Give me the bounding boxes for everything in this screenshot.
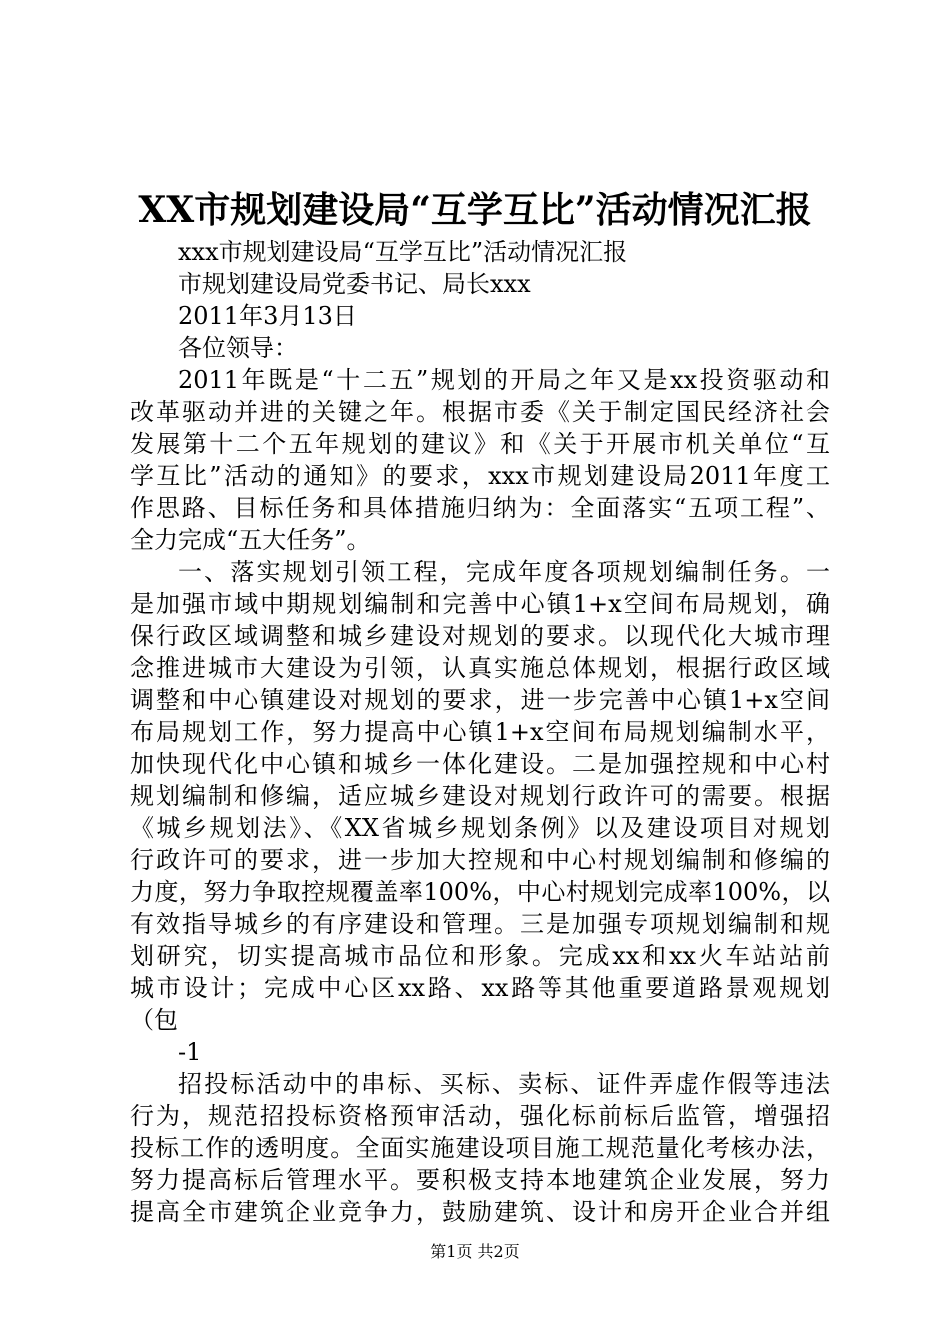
paragraph3-line: 招投标活动中的串标、买标、卖标、证件弄虚作假等违法 <box>178 1070 830 1098</box>
paragraph2-line: 调整和中心镇建设对规划的要求，进一步完善中心镇1+x空间 <box>130 686 830 714</box>
paragraph3-line: 行为，规范招投标资格预审活动，强化标前标后监管，增强招 <box>130 1102 830 1130</box>
paragraph2-line: 有效指导城乡的有序建设和管理。三是加强专项规划编制和规 <box>130 910 830 938</box>
paragraph2-line: 布局规划工作，努力提高中心镇1+x空间布局规划编制水平， <box>130 718 830 746</box>
paragraph1-line: 发展第十二个五年规划的建议》和《关于开展市机关单位“互 <box>130 430 830 458</box>
paragraph2-line: 念推进城市大建设为引领，认真实施总体规划，根据行政区域 <box>130 654 830 682</box>
subtitle-line: xxx市规划建设局“互学互比”活动情况汇报 <box>178 238 628 266</box>
paragraph2-line: 力度，努力争取控规覆盖率100%，中心村规划完成率100%，以 <box>130 878 830 906</box>
date-line: 2011年3月13日 <box>178 302 357 330</box>
paragraph2-line: 城市设计；完成中心区xx路、xx路等其他重要道路景观规划 <box>130 974 830 1002</box>
paragraph2-line: 保行政区域调整和城乡建设对规划的要求。以现代化大城市理 <box>130 622 830 650</box>
paragraph3-line: 投标工作的透明度。全面实施建设项目施工规范量化考核办法， <box>130 1134 830 1162</box>
paragraph1-line: 全力完成“五大任务”。 <box>130 526 371 554</box>
paragraph2-line: 是加强市域中期规划编制和完善中心镇1+x空间布局规划，确 <box>130 590 830 618</box>
paragraph3-line: 提高全市建筑企业竞争力，鼓励建筑、设计和房开企业合并组 <box>130 1198 830 1226</box>
page-marker: -1 <box>178 1038 202 1066</box>
paragraph2-line: 《城乡规划法》、《XX省城乡规划条例》以及建设项目对规划 <box>130 814 830 842</box>
paragraph3-line: 努力提高标后管理水平。要积极支持本地建筑企业发展，努力 <box>130 1166 830 1194</box>
paragraph2-line: 划研究，切实提高城市品位和形象。完成xx和xx火车站站前 <box>130 942 830 970</box>
paragraph2-line: 规划编制和修编，适应城乡建设对规划行政许可的需要。根据 <box>130 782 830 810</box>
salutation-line: 各位领导： <box>178 334 298 362</box>
paragraph1-line: 学互比”活动的通知》的要求，xxx市规划建设局2011年度工 <box>130 462 830 490</box>
paragraph2-line: （包 <box>130 1006 178 1034</box>
paragraph1-line: 改革驱动并进的关键之年。根据市委《关于制定国民经济社会 <box>130 398 830 426</box>
paragraph2-line: 行政许可的要求，进一步加大控规和中心村规划编制和修编的 <box>130 846 830 874</box>
page-footer: 第1页 共2页 <box>430 1242 520 1261</box>
document-title: XX市规划建设局“互学互比”活动情况汇报 <box>138 189 812 231</box>
author-line: 市规划建设局党委书记、局长xxx <box>178 270 531 298</box>
paragraph2-line: 一、落实规划引领工程，完成年度各项规划编制任务。一 <box>178 558 830 586</box>
paragraph1-line: 2011年既是“十二五”规划的开局之年又是xx投资驱动和 <box>178 366 830 394</box>
paragraph1-line: 作思路、目标任务和具体措施归纳为：全面落实“五项工程”、 <box>130 494 830 522</box>
paragraph2-line: 加快现代化中心镇和城乡一体化建设。二是加强控规和中心村 <box>130 750 830 778</box>
